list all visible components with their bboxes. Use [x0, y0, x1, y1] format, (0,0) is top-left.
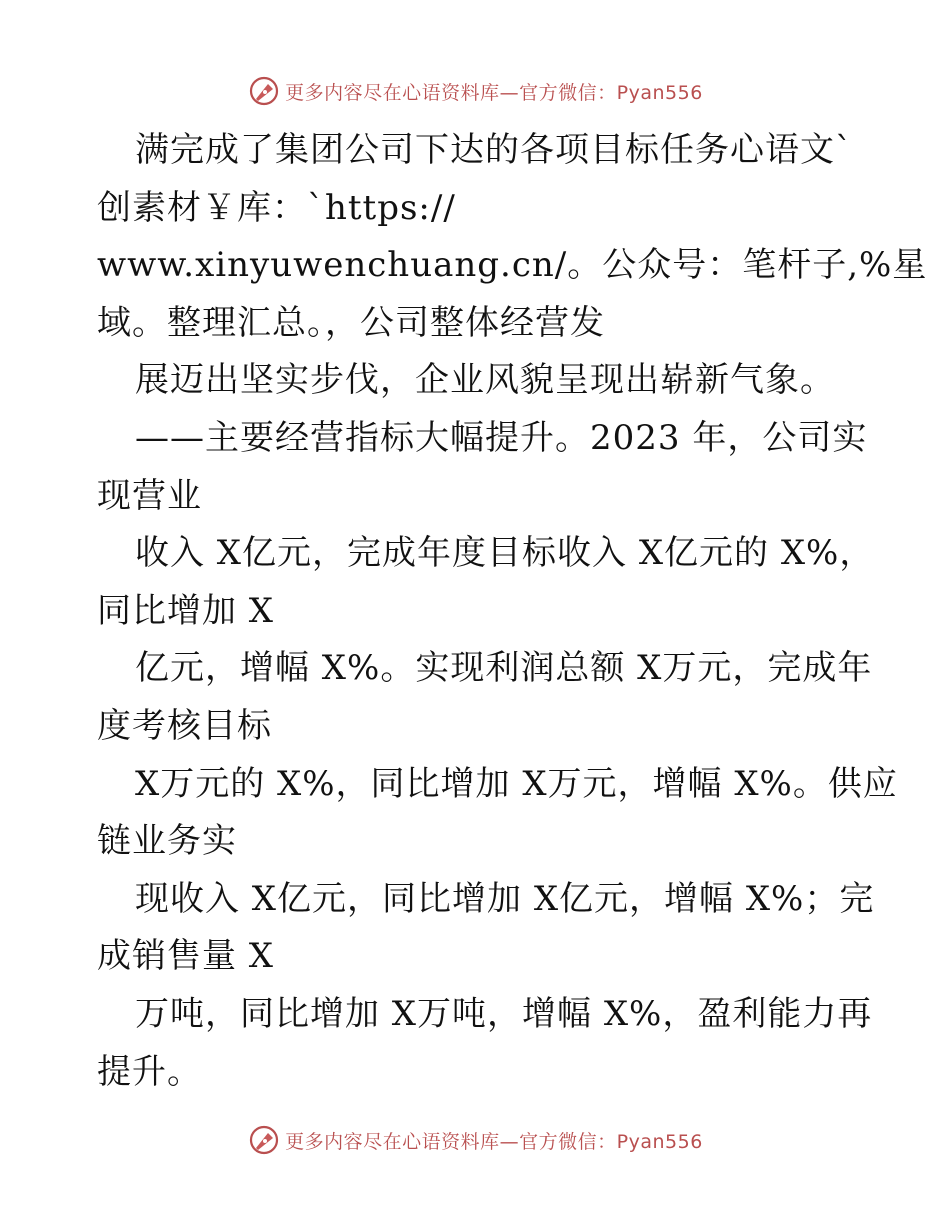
watermark-text: 更多内容尽在心语资料库—官方微信：Pyan556 — [285, 1130, 703, 1153]
text-line: 域。整理汇总。，公司整体经营发 — [97, 302, 605, 343]
document-body — [97, 122, 928, 1101]
text-line: 万吨，同比增加 X万吨，增幅 X%，盈利能力再 — [135, 993, 873, 1034]
text-line: 创素材￥库：`https:// — [97, 187, 456, 228]
header-watermark-banner — [0, 71, 950, 111]
text-line: X万元的 X%，同比增加 X万元，增幅 X%。供应 — [135, 763, 898, 804]
footer-watermark-banner — [0, 1120, 950, 1160]
text-line: www.xinyuwenchuang.cn/。公众号：笔杆子,%星 — [97, 245, 928, 286]
text-line: 展迈出坚实步伐，企业风貌呈现出崭新气象。 — [135, 360, 835, 401]
watermark-text: 更多内容尽在心语资料库—官方微信：Pyan556 — [285, 81, 703, 104]
text-line: 现收入 X亿元，同比增加 X亿元，增幅 X%；完 — [135, 878, 875, 919]
text-line: 满完成了集团公司下达的各项目标任务心语文` — [135, 130, 853, 170]
text-line: 同比增加 X — [97, 590, 275, 631]
pen-nib-logo-icon — [247, 1123, 281, 1157]
text-line: 成销售量 X — [97, 936, 275, 977]
text-line: 提升。 — [97, 1051, 202, 1092]
text-line: 亿元，增幅 X%。实现利润总额 X万元，完成年 — [135, 648, 873, 689]
text-line: 链业务实 — [97, 821, 237, 862]
text-line: 收入 X亿元，完成年度目标收入 X亿元的 X%， — [135, 533, 875, 574]
text-line: 现营业 — [97, 475, 202, 516]
text-line: 度考核目标 — [97, 705, 272, 746]
pen-nib-logo-icon — [247, 74, 281, 108]
text-line: ——主要经营指标大幅提升。2023 年，公司实 — [135, 417, 868, 458]
